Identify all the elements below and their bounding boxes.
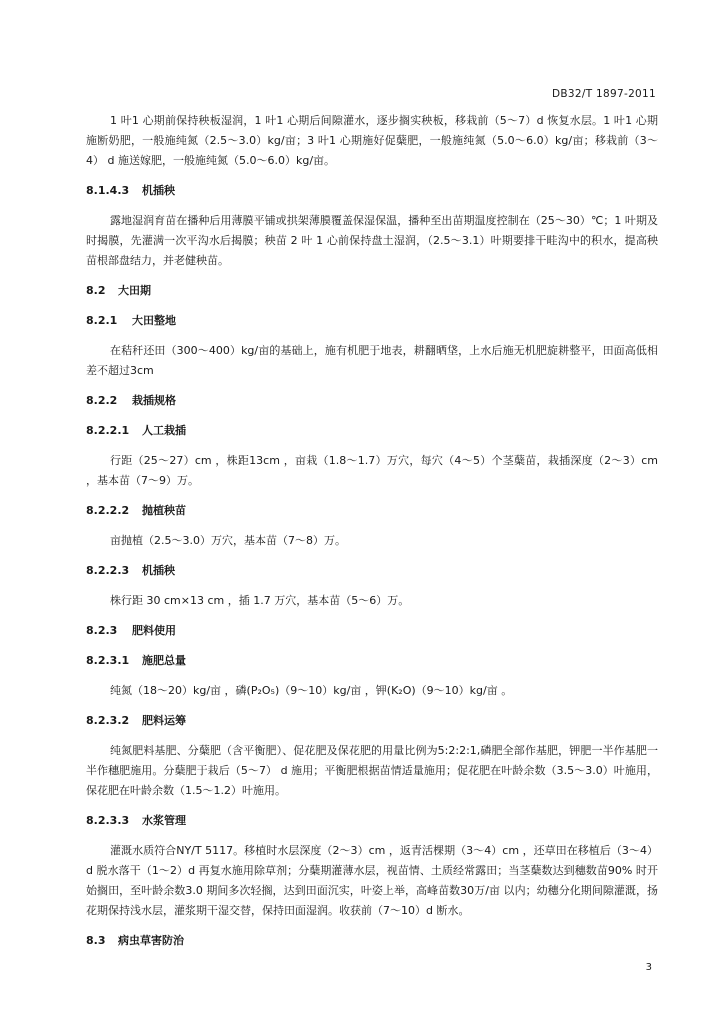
- section-number: 8.1.4.3: [86, 184, 130, 197]
- section-number: 8.2.3.2: [86, 714, 130, 727]
- section-title: 施肥总量: [142, 654, 186, 667]
- paragraph: 露地湿润育苗在播种后用薄膜平铺或拱架薄膜覆盖保湿保温，播种至出苗期温度控制在（25～30）℃；1 叶期及时揭膜，先灌满一次平沟水后揭膜；秧苗 2 叶 1 心前保持盘土湿润，（2.5～3.1）叶期要排干畦沟中的积水，提高秧苗根部盘结力，并老健秧苗。: [86, 214, 658, 267]
- paragraph: 株行距 30 cm×13 cm ，插 1.7 万穴，基本苗（5～6）万。: [110, 594, 410, 607]
- section-number: 8.2.3: [86, 624, 118, 637]
- section-heading: [86, 311, 658, 331]
- section-heading: [86, 181, 658, 201]
- page-number: 3: [645, 962, 652, 973]
- section-title: 机插秧: [142, 564, 175, 577]
- document-body: [86, 111, 658, 961]
- section-heading: [86, 391, 658, 411]
- section-heading: [86, 811, 658, 831]
- section-heading: [86, 711, 658, 731]
- section-title: 机插秧: [142, 184, 175, 197]
- standard-code-header: DB32/T 1897-2011: [552, 88, 656, 100]
- section-title: 肥料运筹: [142, 714, 186, 727]
- section-heading: [86, 651, 658, 671]
- paragraph: 灌溉水质符合NY/T 5117。移植时水层深度（2～3）cm ，返青活棵期（3～4）cm ，还草田在移植后（3～4）d 脱水落干（1～2）d 再复水施用除草剂；分蘖期灌薄水层，视苗情、土质经常露田；当茎蘖数达到穗数苗90% 时开始搁田，至叶龄余数3.0 期间多次轻搁，达到田面沉实，叶姿上举，高峰苗数30万/亩 以内；幼穗分化期间隙灌溉，扬花期保持浅水层，灌浆期干湿交替，保持田面湿润。收获前（7～10）d 断水。: [86, 844, 658, 917]
- section-title: 病虫草害防治: [118, 934, 184, 947]
- section-title: 大田整地: [132, 314, 176, 327]
- paragraph: 亩抛植（2.5～3.0）万穴，基本苗（7～8）万。: [110, 534, 346, 547]
- section-heading: [86, 931, 658, 951]
- section-number: 8.2: [86, 284, 106, 297]
- paragraph: 1 叶1 心期前保持秧板湿润，1 叶1 心期后间隙灌水，逐步搁实秧板，移栽前（5～7）d 恢复水层。1 叶1 心期施断奶肥，一般施纯氮（2.5～3.0）kg/亩；3 叶1 心期施好促蘖肥，一般施纯氮（5.0～6.0）kg/亩；移栽前（3～4） d 施送嫁肥，一般施纯氮（5.0～6.0）kg/亩。: [86, 114, 658, 167]
- section-title: 大田期: [118, 284, 151, 297]
- section-number: 8.2.3.1: [86, 654, 130, 667]
- paragraph: 纯氮肥料基肥、分蘖肥（含平衡肥）、促花肥及保花肥的用量比例为5:2:2:1,磷肥全部作基肥，钾肥一半作基肥一半作穗肥施用。分蘖肥于栽后（5～7） d 施用；平衡肥根据苗情适量施用；促花肥在叶龄余数（3.5～3.0）叶施用，保花肥在叶龄余数（1.5～1.2）叶施用。: [86, 744, 658, 797]
- section-number: 8.2.2.1: [86, 424, 130, 437]
- section-heading: [86, 561, 658, 581]
- paragraph: 在秸秆还田（300～400）kg/亩的基础上，施有机肥于地表，耕翻晒垡，上水后施无机肥旋耕整平，田面高低相差不超过3cm: [86, 344, 658, 377]
- section-heading: [86, 501, 658, 521]
- section-number: 8.2.2.2: [86, 504, 130, 517]
- paragraph: 行距（25～27）cm ，株距13cm ，亩栽（1.8～1.7）万穴，每穴（4～5）个茎蘖苗，栽插深度（2～3）cm ，基本苗（7～9）万。: [86, 454, 658, 487]
- section-title: 人工栽插: [142, 424, 186, 437]
- section-number: 8.2.2: [86, 394, 118, 407]
- section-title: 水浆管理: [142, 814, 186, 827]
- section-title: 肥料使用: [132, 624, 176, 637]
- section-heading: [86, 621, 658, 641]
- section-title: 抛植秧苗: [142, 504, 186, 517]
- section-heading: [86, 281, 658, 301]
- section-number: 8.2.3.3: [86, 814, 130, 827]
- section-number: 8.3: [86, 934, 106, 947]
- section-heading: [86, 421, 658, 441]
- section-title: 栽插规格: [132, 394, 176, 407]
- section-number: 8.2.1: [86, 314, 118, 327]
- section-number: 8.2.2.3: [86, 564, 130, 577]
- paragraph: 纯氮（18～20）kg/亩 ，磷(P₂O₅)（9～10）kg/亩 ，钾(K₂O)（9～10）kg/亩 。: [110, 684, 513, 697]
